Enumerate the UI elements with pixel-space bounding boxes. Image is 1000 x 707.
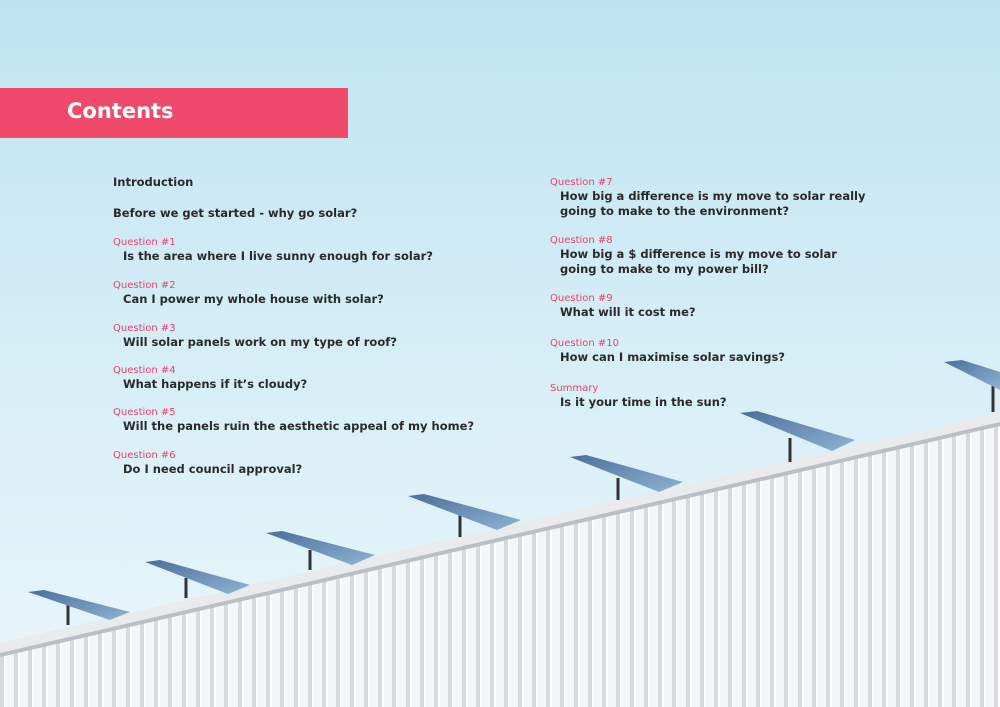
toc-entry-question-8[interactable] [550,234,870,277]
toc-entry-question-2[interactable] [113,279,513,307]
toc-entry-label: Question #9 [550,293,613,304]
toc-entry-label: Question #8 [550,235,613,246]
toc-entry-label: Question #7 [550,177,613,188]
contents-banner [0,88,348,138]
page-title: Contents [67,99,174,123]
toc-entry-title: Before we get started - why go solar? [113,206,358,220]
solar-panel [944,360,1000,412]
toc-entry-label: Summary [550,383,599,394]
toc-entry-title: How big a difference is my move to solar really going to make to the environment? [560,189,866,218]
toc-entry-introduction[interactable] [113,175,193,190]
toc-entry-summary[interactable] [550,382,870,410]
toc-entry-title: Is it your time in the sun? [560,395,727,409]
toc-entry-question-5[interactable] [113,406,513,434]
toc-entry-title: Is the area where I live sunny enough for solar? [123,249,433,263]
toc-entry-title: Do I need council approval? [123,462,303,476]
toc-entry-question-6[interactable] [113,449,513,477]
toc-entry-title: What will it cost me? [560,305,696,319]
toc-entry-question-7[interactable] [550,176,870,219]
toc-entry-question-4[interactable] [113,364,513,392]
toc-entry-why-go-solar[interactable] [113,206,513,221]
toc-entry-label: Question #4 [113,365,176,376]
toc-entry-question-3[interactable] [113,322,513,350]
toc-entry-title: Will the panels ruin the aesthetic appeal of my home? [123,419,475,433]
toc-entry-question-9[interactable] [550,292,870,320]
toc-entry-title: How big a $ difference is my move to solar going to make to my power bill? [560,247,837,276]
toc-entry-title: What happens if it’s cloudy? [123,377,308,391]
toc-entry-title: How can I maximise solar savings? [560,350,785,364]
toc-entry-question-1[interactable] [113,236,513,264]
toc-entry-label: Question #1 [113,237,176,248]
toc-entry-label: Question #6 [113,450,176,461]
toc-entry-label: Question #5 [113,407,176,418]
toc-entry-title: Introduction [113,175,194,189]
toc-entry-question-10[interactable] [550,337,870,365]
toc-entry-label: Question #2 [113,280,176,291]
toc-entry-label: Question #3 [113,323,176,334]
toc-entry-title: Can I power my whole house with solar? [123,292,384,306]
toc-entry-title: Will solar panels work on my type of roof? [123,335,397,349]
toc-entry-label: Question #10 [550,338,620,349]
